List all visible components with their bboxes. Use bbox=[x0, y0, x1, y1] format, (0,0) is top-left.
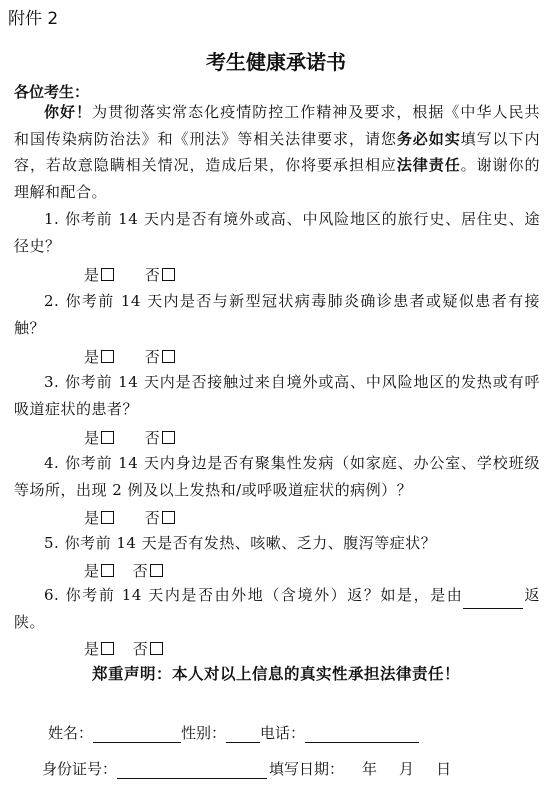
yes-checkbox[interactable] bbox=[101, 564, 114, 577]
intro-greeting: 你好！ bbox=[44, 103, 93, 121]
yes-option[interactable] bbox=[84, 638, 114, 659]
yes-label: 是 bbox=[84, 640, 100, 658]
gender-label: 性别： bbox=[181, 724, 227, 742]
no-label: 否 bbox=[132, 562, 148, 580]
phone-label: 电话： bbox=[260, 724, 306, 742]
question-4-options bbox=[84, 507, 175, 528]
yes-checkbox[interactable] bbox=[101, 431, 114, 444]
no-checkbox[interactable] bbox=[162, 350, 175, 363]
question-4: 4. 你考前 14 天内身边是否有聚集性发病（如家庭、办公室、学校班级等场所，出现 2 例及以上发热和/或呼吸道症状的病例）？ bbox=[14, 454, 540, 499]
question-1-options bbox=[84, 264, 175, 285]
yes-option[interactable] bbox=[84, 507, 114, 528]
salutation: 各位考生： bbox=[14, 83, 90, 101]
intro-part2: 填写以下内容，若故意隐瞒相关情况，造成后果，你将要承担相应 bbox=[14, 129, 540, 174]
intro-emphasis-truthful: 务必如实 bbox=[396, 129, 461, 148]
id-date-row bbox=[42, 758, 451, 779]
no-option[interactable] bbox=[133, 560, 163, 581]
intro-part1: 为贯彻落实常态化疫情防控工作精神及要求，根据《中华人民共和国传染病防治法》和《刑法》等相关法律要求，请您 bbox=[14, 103, 540, 148]
question-3: 3. 你考前 14 天内是否接触过来自境外或高、中风险地区的发热或有呼吸道症状的患者？ bbox=[14, 373, 540, 418]
yes-checkbox[interactable] bbox=[101, 268, 114, 281]
yes-option[interactable] bbox=[84, 264, 114, 285]
question-6-text: 6. 你考前 14 天内是否由外地（含境外）返？如是，是由 bbox=[44, 586, 464, 604]
no-label: 否 bbox=[132, 640, 148, 658]
yes-option[interactable] bbox=[84, 560, 114, 581]
question-6-text-after: 返陕。 bbox=[14, 586, 540, 631]
date-label: 填写日期： bbox=[269, 760, 345, 778]
day-label: 日 bbox=[436, 760, 452, 778]
no-checkbox[interactable] bbox=[150, 642, 163, 655]
personal-info-row bbox=[48, 722, 419, 743]
yes-label: 是 bbox=[84, 429, 100, 447]
no-option[interactable] bbox=[133, 638, 163, 659]
phone-field[interactable] bbox=[305, 724, 419, 743]
yes-option[interactable] bbox=[84, 346, 114, 367]
no-label: 否 bbox=[144, 348, 160, 366]
yes-label: 是 bbox=[84, 509, 100, 527]
question-6-options bbox=[84, 638, 163, 659]
intro-emphasis-legal: 法律责任 bbox=[396, 156, 461, 174]
yes-checkbox[interactable] bbox=[101, 350, 114, 363]
no-option[interactable] bbox=[145, 507, 175, 528]
question-5: 5. 你考前 14 天是否有发热、咳嗽、乏力、腹泻等症状？ bbox=[44, 534, 437, 552]
month-label: 月 bbox=[399, 760, 415, 778]
origin-location-field[interactable] bbox=[463, 590, 523, 609]
no-checkbox[interactable] bbox=[150, 564, 163, 577]
no-checkbox[interactable] bbox=[162, 431, 175, 444]
question-6 bbox=[14, 582, 540, 635]
id-label: 身份证号： bbox=[42, 760, 118, 778]
question-2-options bbox=[84, 346, 175, 367]
no-label: 否 bbox=[144, 266, 160, 284]
gender-field[interactable] bbox=[226, 724, 260, 743]
question-1: 1. 你考前 14 天内是否有境外或高、中风险地区的旅行史、居住史、途径史？ bbox=[14, 210, 540, 255]
declaration: 郑重声明：本人对以上信息的真实性承担法律责任！ bbox=[91, 665, 460, 683]
yes-checkbox[interactable] bbox=[101, 511, 114, 524]
question-3-options bbox=[84, 427, 175, 448]
document-title: 考生健康承诺书 bbox=[206, 50, 346, 74]
year-label: 年 bbox=[362, 760, 378, 778]
no-checkbox[interactable] bbox=[162, 268, 175, 281]
attachment-label: 附件 2 bbox=[8, 9, 59, 29]
intro-part3: 。谢谢你的理解和配合。 bbox=[14, 156, 540, 201]
name-field[interactable] bbox=[93, 724, 181, 743]
no-label: 否 bbox=[144, 509, 160, 527]
yes-label: 是 bbox=[84, 562, 100, 580]
yes-checkbox[interactable] bbox=[101, 642, 114, 655]
no-option[interactable] bbox=[145, 346, 175, 367]
no-option[interactable] bbox=[145, 264, 175, 285]
intro-paragraph bbox=[14, 99, 540, 205]
yes-label: 是 bbox=[84, 348, 100, 366]
no-option[interactable] bbox=[145, 427, 175, 448]
id-number-field[interactable] bbox=[117, 760, 267, 779]
no-checkbox[interactable] bbox=[162, 511, 175, 524]
question-5-options bbox=[84, 560, 163, 581]
yes-label: 是 bbox=[84, 266, 100, 284]
no-label: 否 bbox=[144, 429, 160, 447]
question-2: 2. 你考前 14 天内是否与新型冠状病毒肺炎确诊患者或疑似患者有接触？ bbox=[14, 292, 540, 337]
yes-option[interactable] bbox=[84, 427, 114, 448]
name-label: 姓名： bbox=[48, 724, 94, 742]
